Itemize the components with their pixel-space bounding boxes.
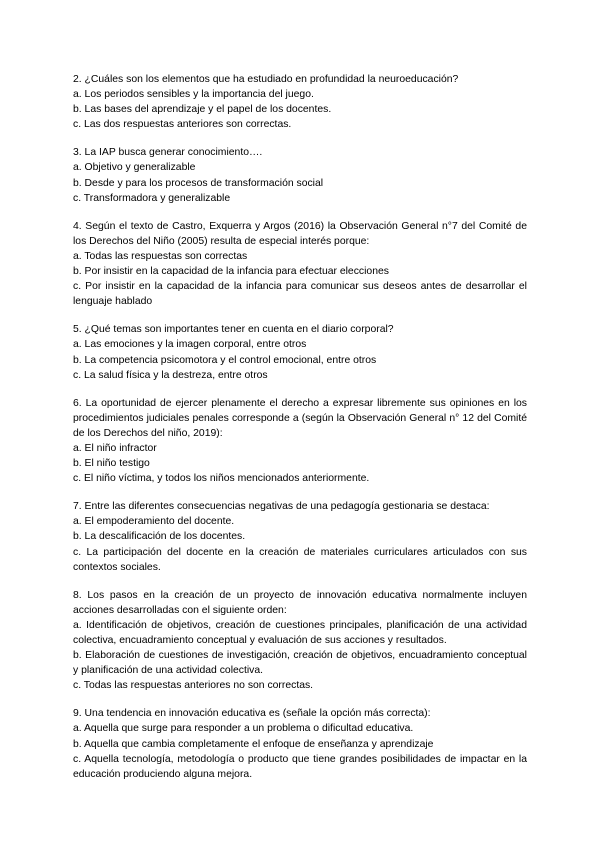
question-5 [73,322,527,382]
answer-option-c: c. La participación del docente en la creación de materiales curriculares articulados con sus contextos sociales. [73,546,527,573]
document-page [73,72,527,795]
answer-option-a: a. Objetivo y generalizable [73,162,196,174]
answer-option-c: c. Todas las respuestas anteriores no son correctas. [73,680,314,692]
question-3 [73,145,527,205]
question-text: 5. ¿Qué temas son importantes tener en cuenta en el diario corporal? [73,324,394,336]
question-text: 7. Entre las diferentes consecuencias negativas de una pedagogía gestionaria se destaca: [73,501,490,513]
answer-option-b: b. La descalificación de los docentes. [73,531,246,543]
answer-option-b: b. Desde y para los procesos de transformación social [73,177,324,189]
answer-option-a: a. Los periodos sensibles y la importancia del juego. [73,89,314,101]
answer-option-a: a. Identificación de objetivos, creación de cuestiones principales, planificación de una actividad colectiva, encuadramiento conceptual y evaluación de sus acciones y resultados. [73,619,527,646]
answer-option-b: b. Por insistir en la capacidad de la infancia para efectuar elecciones [73,266,389,278]
answer-option-c: c. La salud física y la destreza, entre otros [73,369,268,381]
question-text: 3. La IAP busca generar conocimiento…. [73,147,263,159]
answer-option-c: c. Transformadora y generalizable [73,192,231,204]
question-text: 6. La oportunidad de ejercer plenamente el derecho a expresar libremente sus opiniones en los procedimientos judiciales penales corresponde a (según la Observación General n° 12 del Comité de los Derechos del niño, 2019): [73,397,527,439]
answer-option-a: a. Las emociones y la imagen corporal, entre otros [73,339,307,351]
answer-option-a: a. Todas las respuestas son correctas [73,250,248,262]
answer-option-b: b. La competencia psicomotora y el control emocional, entre otros [73,354,377,366]
answer-option-c: c. Las dos respuestas anteriores son correctas. [73,119,292,131]
answer-option-c: c. Por insistir en la capacidad de la infancia para comunicar sus deseos antes de desarrollar el lenguaje hablado [73,281,527,308]
answer-option-a: a. Aquella que surge para responder a un problema o dificultad educativa. [73,723,414,735]
answer-option-a: a. El niño infractor [73,442,157,454]
question-text: 2. ¿Cuáles son los elementos que ha estudiado en profundidad la neuroeducación? [73,74,459,85]
answer-option-b: b. Elaboración de cuestiones de investigación, creación de objetivos, encuadramiento conceptual y planificación de una actividad colectiva. [73,650,527,677]
question-text: 4. Según el texto de Castro, Exquerra y Argos (2016) la Observación General n°7 del Comité de los Derechos del Niño (2005) resulta de especial interés porque: [73,220,527,247]
question-6 [73,396,527,487]
question-text: 9. Una tendencia en innovación educativa es (señale la opción más correcta): [73,708,431,720]
answer-option-c: c. Aquella tecnología, metodología o producto que tiene grandes posibilidades de impactar en la educación produciendo alguna mejora. [73,753,527,780]
answer-option-b: b. Las bases del aprendizaje y el papel de los docentes. [73,104,332,116]
question-9 [73,706,527,781]
answer-option-a: a. El empoderamiento del docente. [73,516,235,528]
question-7 [73,499,527,574]
answer-option-c: c. El niño víctima, y todos los niños mencionados anteriormente. [73,473,370,485]
question-4 [73,219,527,310]
question-2 [73,72,527,132]
answer-option-b: b. Aquella que cambia completamente el enfoque de enseñanza y aprendizaje [73,738,434,750]
question-text: 8. Los pasos en la creación de un proyecto de innovación educativa normalmente incluyen acciones desarrolladas con el siguiente orden: [73,589,527,616]
answer-option-b: b. El niño testigo [73,458,150,470]
question-8 [73,588,527,694]
